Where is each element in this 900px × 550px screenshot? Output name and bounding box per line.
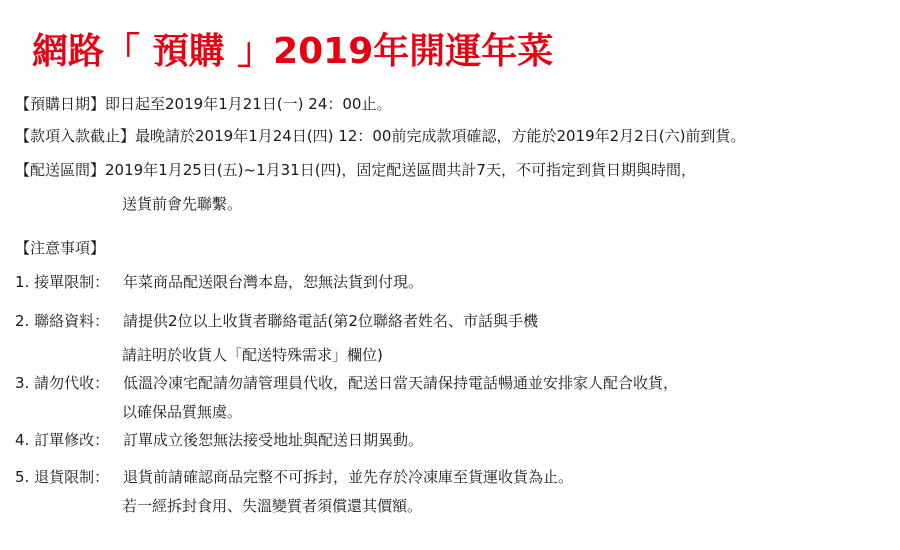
note-item <box>15 430 423 450</box>
note-text: 請提供2位以上收貨者聯絡電話(第2位聯絡者姓名、市話與手機 <box>123 312 538 330</box>
info-text: 2019年1月25日(五)~1月31日(四)，固定配送區間共計7天，不可指定到貨日期與時間， <box>105 161 696 179</box>
info-label: 【配送區間】 <box>15 161 106 179</box>
note-item <box>15 272 423 292</box>
info-label: 【款項入款截止】 <box>15 127 136 145</box>
note-item <box>15 373 678 393</box>
note-label: 1. 接單限制： <box>15 273 110 291</box>
note-label: 4. 訂單修改： <box>15 431 110 449</box>
info-preorder-date <box>15 94 391 114</box>
note-label: 2. 聯絡資料： <box>15 312 110 330</box>
info-payment-deadline <box>15 126 745 146</box>
info-text: 最晚請於2019年1月24日(四) 12：00前完成款項確認，方能於2019年2月2日(六)前到貨。 <box>135 127 746 145</box>
note-label: 3. 請勿代收： <box>15 374 110 392</box>
note-text-continuation: 若一經拆封食用、失溫變質者須償還其價額。 <box>122 497 423 515</box>
info-text-continuation: 送貨前會先聯繫。 <box>122 195 243 213</box>
note-text-continuation: 請註明於收貨人「配送特殊需求」欄位) <box>122 346 383 364</box>
info-label: 【預購日期】 <box>15 95 106 113</box>
note-text: 年菜商品配送限台灣本島，恕無法貨到付現。 <box>123 273 424 291</box>
note-text: 低溫冷凍宅配請勿請管理員代收，配送日當天請保持電話暢通並安排家人配合收貨， <box>123 374 679 392</box>
note-text: 訂單成立後恕無法接受地址與配送日期異動。 <box>123 431 424 449</box>
note-text-continuation: 以確保品質無虞。 <box>122 403 243 421</box>
page-title: 網路「 預購 」2019年開運年菜 <box>32 31 554 72</box>
info-delivery-period <box>15 160 696 180</box>
notes-header: 【注意事項】 <box>15 239 106 257</box>
note-item <box>15 467 573 487</box>
info-text: 即日起至2019年1月21日(一) 24：00止。 <box>105 95 392 113</box>
note-text: 退貨前請確認商品完整不可拆封，並先存於冷凍庫至貨運收貨為止。 <box>123 468 574 486</box>
note-label: 5. 退貨限制： <box>15 468 110 486</box>
note-item <box>15 311 538 331</box>
